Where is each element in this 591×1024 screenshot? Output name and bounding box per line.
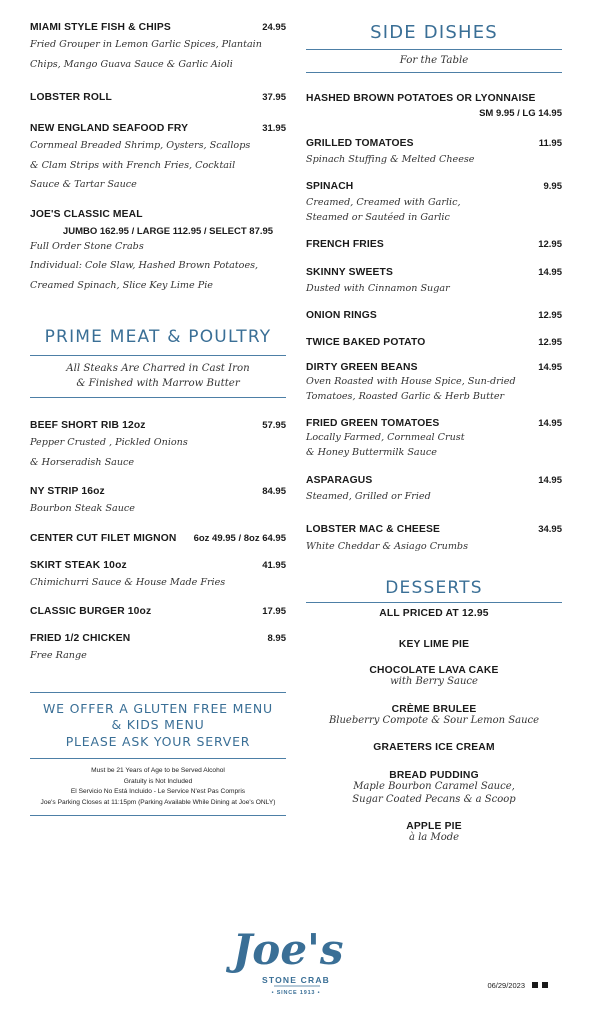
item-name: ONION RINGS bbox=[306, 310, 377, 321]
dessert-price-note: ALL PRICED AT 12.95 bbox=[379, 608, 489, 619]
desc-line: Free Range bbox=[30, 650, 87, 661]
item-name: CLASSIC BURGER 10oz bbox=[30, 606, 152, 617]
menu-item bbox=[30, 533, 286, 544]
menu-item bbox=[306, 239, 562, 250]
item-price: 24.95 bbox=[262, 22, 286, 33]
item-price: 31.95 bbox=[262, 123, 286, 134]
notice-line: & KIDS MENU bbox=[111, 717, 205, 732]
item-name: FRIED GREEN TOMATOES bbox=[306, 418, 440, 429]
desc-line: & Honey Buttermilk Sauce bbox=[306, 447, 437, 458]
menu-item-classic-meal bbox=[30, 209, 286, 296]
desc-line: Locally Farmed, Cornmeal Crust bbox=[306, 432, 465, 443]
item-price: 14.95 bbox=[538, 362, 562, 373]
divider bbox=[30, 815, 286, 816]
menu-item bbox=[306, 181, 562, 225]
item-price: 12.95 bbox=[538, 337, 562, 348]
item-name: JOE'S CLASSIC MEAL bbox=[30, 208, 143, 220]
menu-item bbox=[306, 93, 562, 119]
menu-date: 06/29/2023 bbox=[487, 981, 525, 990]
item-description bbox=[30, 573, 286, 593]
item-name: LOBSTER MAC & CHEESE bbox=[306, 524, 441, 535]
left-column bbox=[30, 22, 286, 816]
item-description bbox=[30, 646, 286, 666]
desc-line: & Horseradish Sauce bbox=[30, 456, 135, 468]
divider bbox=[30, 758, 286, 759]
menu-item bbox=[30, 420, 286, 472]
item-name: MIAMI STYLE FISH & CHIPS bbox=[30, 22, 171, 33]
dessert-desc: Blueberry Compote & Sour Lemon Sauce bbox=[328, 714, 540, 726]
dessert-item bbox=[306, 704, 562, 728]
desc-line: White Cheddar & Asiago Crumbs bbox=[306, 541, 468, 552]
item-description bbox=[306, 195, 562, 225]
item-price: 12.95 bbox=[538, 239, 562, 250]
dessert-name: KEY LIME PIE bbox=[398, 639, 470, 650]
item-name: SKIRT STEAK 10oz bbox=[30, 559, 127, 571]
item-name: NY STRIP 16oz bbox=[30, 486, 105, 497]
menu-item bbox=[30, 92, 286, 103]
divider bbox=[306, 602, 562, 603]
prime-meat-section bbox=[30, 327, 286, 666]
desc-line: Steamed, Grilled or Fried bbox=[306, 491, 431, 502]
menu-item bbox=[306, 524, 562, 554]
menu-item bbox=[30, 486, 286, 519]
fine-print-line: El Servicio No Está Incluido - Le Service N'est Pas Compris bbox=[70, 788, 246, 795]
menu-item bbox=[306, 362, 562, 404]
item-description bbox=[306, 430, 562, 460]
right-column bbox=[306, 22, 562, 860]
menu-item bbox=[306, 138, 562, 167]
logo-subtitle: STONE CRAB bbox=[261, 975, 331, 985]
dessert-name: GRAETERS ICE CREAM bbox=[373, 742, 495, 753]
logo-script: Joe's bbox=[232, 925, 344, 974]
desc-line: Creamed, Creamed with Garlic, bbox=[306, 197, 461, 208]
desc-line: Tomatoes, Roasted Garlic & Herb Butter bbox=[306, 391, 505, 402]
desc-line: Sauce & Tartar Sauce bbox=[30, 179, 137, 190]
item-name: CENTER CUT FILET MIGNON bbox=[30, 532, 177, 544]
item-price: 57.95 bbox=[262, 420, 286, 431]
dessert-desc: Maple Bourbon Caramel Sauce, bbox=[353, 781, 515, 792]
desc-line: Fried Grouper in Lemon Garlic Spices, Plantain bbox=[30, 39, 262, 50]
dessert-name: CHOCOLATE LAVA CAKE bbox=[369, 665, 499, 676]
item-price: 14.95 bbox=[538, 418, 562, 429]
item-name: HASHED BROWN POTATOES OR LYONNAISE bbox=[306, 93, 536, 104]
item-name: GRILLED TOMATOES bbox=[306, 138, 414, 149]
section-title: SIDE DISHES bbox=[370, 22, 498, 43]
divider bbox=[306, 72, 562, 73]
fine-print-line: Must be 21 Years of Age to be Served Alcohol bbox=[91, 767, 225, 774]
item-description bbox=[306, 374, 562, 404]
desc-line: Full Order Stone Crabs bbox=[30, 240, 144, 252]
desc-line: Chimichurri Sauce & House Made Fries bbox=[30, 576, 226, 588]
menu-item bbox=[306, 310, 562, 321]
item-price: 37.95 bbox=[262, 92, 286, 103]
dessert-name: APPLE PIE bbox=[406, 821, 462, 832]
menu-item bbox=[306, 267, 562, 296]
desc-line: Steamed or Sautéed in Garlic bbox=[306, 212, 450, 223]
menu-item bbox=[30, 123, 286, 195]
desc-line: Oven Roasted with House Spice, Sun-dried bbox=[306, 376, 516, 387]
item-name: ASPARAGUS bbox=[306, 475, 373, 486]
divider bbox=[306, 49, 562, 50]
item-description bbox=[30, 35, 286, 74]
side-dishes-section bbox=[306, 22, 562, 554]
item-name: DIRTY GREEN BEANS bbox=[306, 362, 418, 373]
item-name: FRIED 1/2 CHICKEN bbox=[30, 633, 131, 644]
divider bbox=[30, 355, 286, 356]
desc-line: Individual: Cole Slaw, Hashed Brown Potatoes, bbox=[30, 260, 259, 271]
dessert-desc: à la Mode bbox=[408, 832, 460, 843]
logo-since: • SINCE 1913 • bbox=[271, 990, 321, 996]
desc-line: Creamed Spinach, Slice Key Lime Pie bbox=[30, 279, 213, 291]
item-description bbox=[306, 489, 562, 504]
desc-line: & Clam Strips with French Fries, Cocktail bbox=[30, 159, 236, 171]
dessert-desc: Sugar Coated Pecans & a Scoop bbox=[352, 793, 516, 805]
divider bbox=[30, 692, 286, 693]
fine-print bbox=[30, 766, 286, 808]
menu-item bbox=[30, 606, 286, 617]
item-price: 17.95 bbox=[262, 606, 286, 617]
divider bbox=[30, 397, 286, 398]
dessert-item bbox=[306, 821, 562, 845]
gluten-free-message bbox=[30, 701, 286, 751]
dessert-desc: with Berry Sauce bbox=[390, 676, 478, 687]
notice-line: PLEASE ASK YOUR SERVER bbox=[65, 733, 251, 749]
item-name: SKINNY SWEETS bbox=[306, 267, 394, 278]
dessert-item bbox=[306, 742, 562, 753]
joes-stone-crab-logo bbox=[226, 920, 350, 1002]
fine-print-line: Gratuity is Not Included bbox=[123, 777, 193, 785]
item-description bbox=[306, 281, 562, 296]
dessert-item bbox=[306, 770, 562, 806]
subtitle-line: & Finished with Marrow Butter bbox=[76, 378, 240, 389]
dessert-item bbox=[306, 639, 562, 650]
dessert-item bbox=[306, 665, 562, 689]
subtitle-line: All Steaks Are Charred in Cast Iron bbox=[66, 363, 250, 374]
item-price: 6oz 49.95 / 8oz 64.95 bbox=[193, 532, 286, 544]
item-price: 41.95 bbox=[262, 559, 286, 571]
item-price: 8.95 bbox=[267, 633, 286, 644]
item-description bbox=[30, 499, 286, 519]
section-title: PRIME MEAT & POULTRY bbox=[44, 327, 272, 347]
square-mark bbox=[542, 982, 548, 988]
desc-line: Pepper Crusted , Pickled Onions bbox=[30, 437, 188, 448]
menu-item bbox=[30, 560, 286, 593]
item-name: NEW ENGLAND SEAFOOD FRY bbox=[30, 123, 189, 134]
menu-item bbox=[306, 418, 562, 460]
square-mark bbox=[532, 982, 538, 988]
section-subtitle bbox=[30, 361, 286, 391]
item-description bbox=[306, 539, 562, 554]
item-description bbox=[30, 136, 286, 195]
desc-line: Dusted with Cinnamon Sugar bbox=[306, 283, 450, 294]
desc-line: Spinach Stuffing & Melted Cheese bbox=[306, 154, 475, 165]
item-price: 14.95 bbox=[538, 267, 562, 278]
item-price: 9.95 bbox=[543, 181, 562, 192]
desc-line: Cornmeal Breaded Shrimp, Oysters, Scallops bbox=[30, 140, 251, 151]
size-prices: SM 9.95 / LG 14.95 bbox=[479, 108, 562, 119]
menu-item bbox=[30, 22, 286, 74]
item-price: 11.95 bbox=[538, 138, 562, 149]
item-price: 84.95 bbox=[262, 486, 286, 497]
menu-item bbox=[306, 475, 562, 504]
desc-line: Bourbon Steak Sauce bbox=[30, 503, 135, 514]
item-name: LOBSTER ROLL bbox=[30, 92, 112, 103]
notice-line: WE OFFER A GLUTEN FREE MENU bbox=[43, 700, 273, 716]
gluten-free-notice bbox=[30, 692, 286, 817]
fine-print-line: Joe's Parking Closes at 11:15pm (Parking Available While Dining at Joe's ONLY) bbox=[40, 798, 276, 806]
item-name: SPINACH bbox=[306, 181, 354, 192]
dessert-name: CRÈME BRULEE bbox=[391, 703, 477, 715]
dessert-name: BREAD PUDDING bbox=[389, 770, 479, 781]
item-description bbox=[306, 152, 562, 167]
item-name: BEEF SHORT RIB 12oz bbox=[30, 420, 146, 431]
item-price: 12.95 bbox=[538, 310, 562, 321]
desc-line: Chips, Mango Guava Sauce & Garlic Aioli bbox=[30, 58, 233, 70]
item-name: TWICE BAKED POTATO bbox=[306, 337, 426, 348]
section-title: DESSERTS bbox=[385, 578, 483, 598]
item-description bbox=[30, 433, 286, 472]
menu-item bbox=[30, 633, 286, 666]
size-prices: JUMBO 162.95 / LARGE 112.95 / SELECT 87.95 bbox=[62, 225, 274, 237]
price-note bbox=[306, 608, 562, 619]
item-description bbox=[30, 237, 286, 296]
item-price: 34.95 bbox=[538, 524, 562, 535]
desserts-section bbox=[306, 578, 562, 845]
section-subtitle: For the Table bbox=[399, 55, 469, 66]
menu-item bbox=[306, 337, 562, 348]
item-price: 14.95 bbox=[538, 475, 562, 486]
item-name: FRENCH FRIES bbox=[306, 239, 384, 250]
